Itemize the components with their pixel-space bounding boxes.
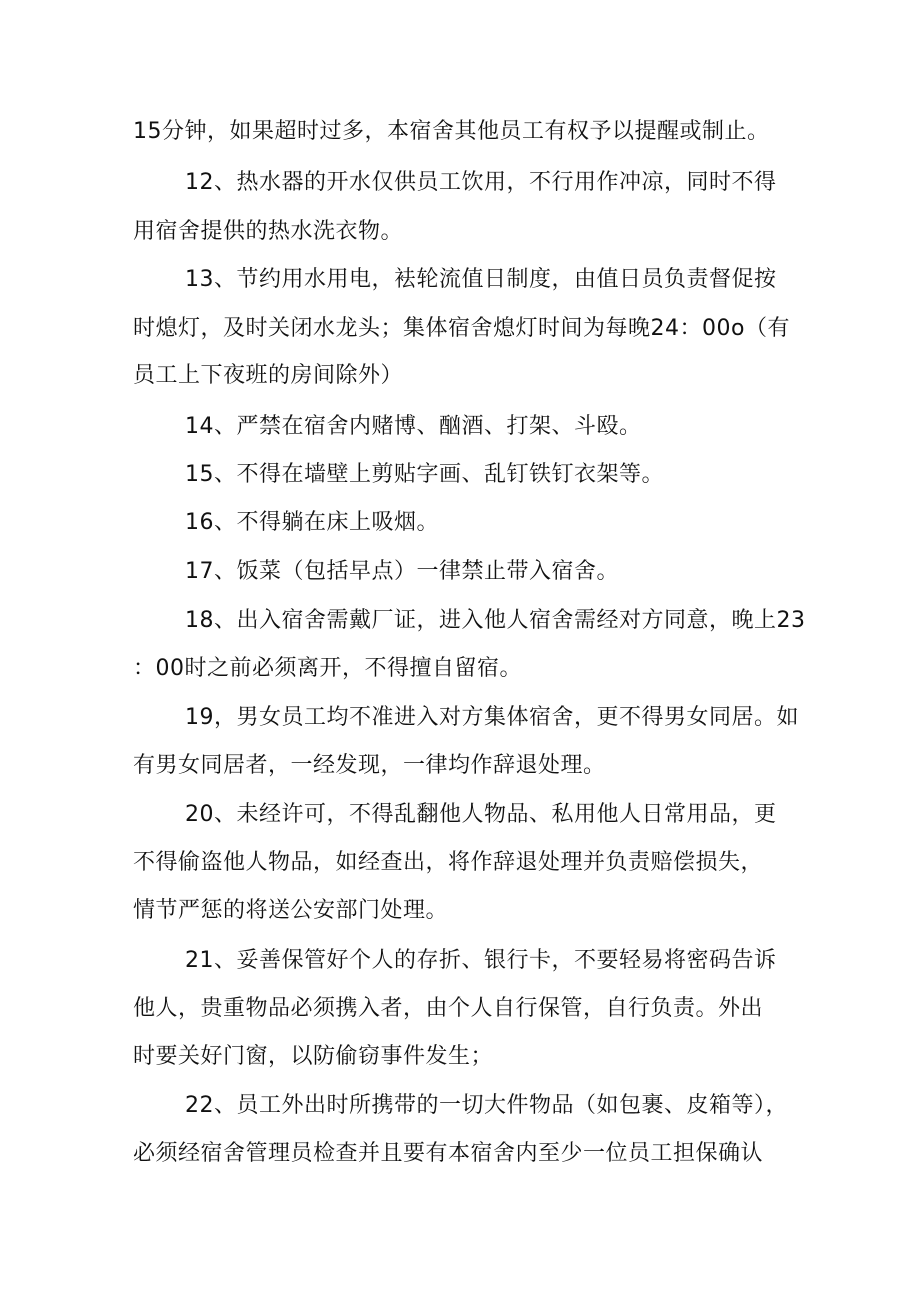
text-line-15: 20、未经许可，不得乱翻他人物品、私用他人日常用品，更 [185,802,777,827]
text-line-2: 12、热水器的开水仅供员工饮用，不行用作冲凉，同时不得 [185,170,777,195]
text-line-12: ：00时之前必须离开，不得擅自留宿。 [133,656,522,681]
text-line-22: 必须经宿舍管理员检查并且要有本宿舍内至少一位员工担保确认 [133,1141,764,1166]
text-line-8: 15、不得在墙壁上剪贴字画、乱钉铁钉衣架等。 [185,462,664,487]
text-line-14: 有男女同居者，一经发现，一律均作辞退处理。 [133,753,606,778]
text-line-20: 时要关好门窗，以防偷窃事件发生； [133,1044,494,1069]
text-line-6: 员工上下夜班的房间除外） [133,363,404,388]
text-line-17: 情节严惩的将送公安部门处理。 [133,898,449,923]
text-line-5: 时熄灯，及时关闭水龙头；集体宿舍熄灯时间为每晚24：00o（有 [133,316,790,341]
text-line-11: 18、出入宿舍需戴厂证，进入他人宿舍需经对方同意，晚上23 [185,608,806,633]
text-line-9: 16、不得躺在床上吸烟。 [185,510,439,535]
text-line-19: 他人，贵重物品必须携入者，由个人自行保管，自行负责。外出 [133,996,764,1021]
text-line-10: 17、饭菜（包括早点）一律禁止带入宿舍。 [185,559,619,584]
text-line-4: 13、节约用水用电，袪轮流值日制度，由值日员负责督促按 [185,267,777,292]
text-line-13: 19，男女员工均不准进入对方集体宿舍，更不得男女同居。如 [185,705,799,730]
text-line-16: 不得偷盗他人物品，如经查出，将作辞退处理并负责赔偿损失， [133,850,764,875]
text-line-18: 21、妥善保管好个人的存折、银行卡，不要轻易将密码告诉 [185,948,777,973]
text-line-1: 15分钟，如果超时过多，本宿舍其他员工有权予以提醒或制止。 [133,119,770,144]
text-line-3: 用宿舍提供的热水洗衣物。 [133,219,404,244]
text-line-21: 22、员工外出时所携带的一切大件物品（如包裹、皮箱等）， [185,1093,788,1118]
text-line-7: 14、严禁在宿舍内赌博、酗酒、打架、斗殴。 [185,414,642,439]
